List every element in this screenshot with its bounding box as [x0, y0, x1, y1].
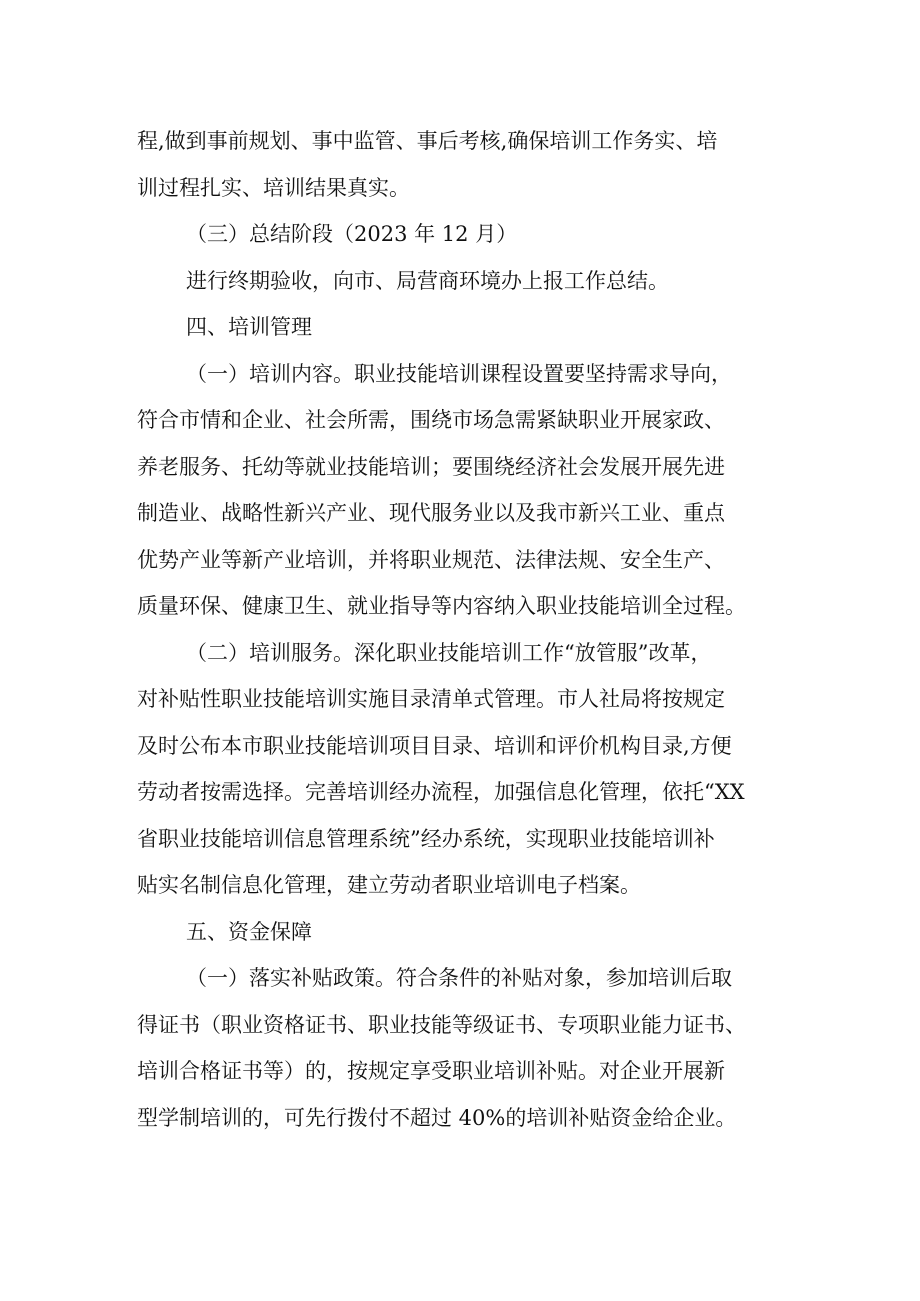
text-line: 程,做到事前规划、事中监管、事后考核,确保培训工作务实、培 [137, 129, 718, 153]
text-line: 符合市情和企业、社会所需，围绕市场急需紧缺职业开展家政、 [137, 408, 725, 432]
text-line: 及时公布本市职业技能培训项目目录、培训和评价机构目录,方便 [137, 733, 732, 758]
text-line: 型学制培训的，可先行拨付不超过 40%的培训补贴资金给企业。 [137, 1105, 737, 1130]
text-line: （三）总结阶段（2023 年 12 月） [186, 222, 518, 246]
text-line: 对补贴性职业技能培训实施目录清单式管理。市人社局将按规定 [137, 687, 725, 711]
paragraph-training-service [137, 630, 797, 909]
text-line: 培训合格证书等）的，按规定享受职业培训补贴。对企业开展新 [137, 1059, 725, 1083]
subheading-summary-stage [137, 211, 797, 258]
text-line: （二）培训服务。深化职业技能培训工作“放管服”改革， [186, 640, 712, 665]
text-line: 得证书（职业资格证书、职业技能等级证书、专项职业能力证书、 [137, 1012, 746, 1037]
document-body [137, 118, 797, 1141]
paragraph-continuation [137, 118, 797, 211]
paragraph-final-acceptance [137, 258, 797, 305]
text-line: （一）落实补贴政策。符合条件的补贴对象，参加培训后取 [186, 966, 732, 990]
text-line: 贴实名制信息化管理，建立劳动者职业培训电子档案。 [137, 873, 641, 897]
text-line: 养老服务、托幼等就业技能培训；要围绕经济社会发展开展先进 [137, 454, 725, 479]
paragraph-training-content [137, 351, 797, 630]
text-line: 进行终期验收，向市、局营商环境办上报工作总结。 [186, 268, 669, 293]
text-line: 劳动者按需选择。完善培训经办流程，加强信息化管理，依托“XX [137, 780, 745, 804]
heading-training-management [137, 304, 797, 351]
heading-funding-guarantee [137, 909, 797, 956]
text-line: 省职业技能培训信息管理系统”经办系统，实现职业技能培训补 [137, 826, 715, 851]
text-line: 质量环保、健康卫生、就业指导等内容纳入职业技能培训全过程。 [137, 594, 746, 618]
text-line: 优势产业等新产业培训，并将职业规范、法律法规、安全生产、 [137, 547, 725, 572]
text-line: 制造业、战略性新兴产业、现代服务业以及我市新兴工业、重点 [137, 501, 725, 525]
text-line: （一）培训内容。职业技能培训课程设置要坚持需求导向， [186, 361, 732, 386]
text-line: 训过程扎实、培训结果真实。 [137, 175, 410, 200]
paragraph-subsidy-policy [137, 955, 797, 1141]
text-line: 四、培训管理 [186, 315, 312, 339]
text-line: 五、资金保障 [186, 919, 312, 944]
